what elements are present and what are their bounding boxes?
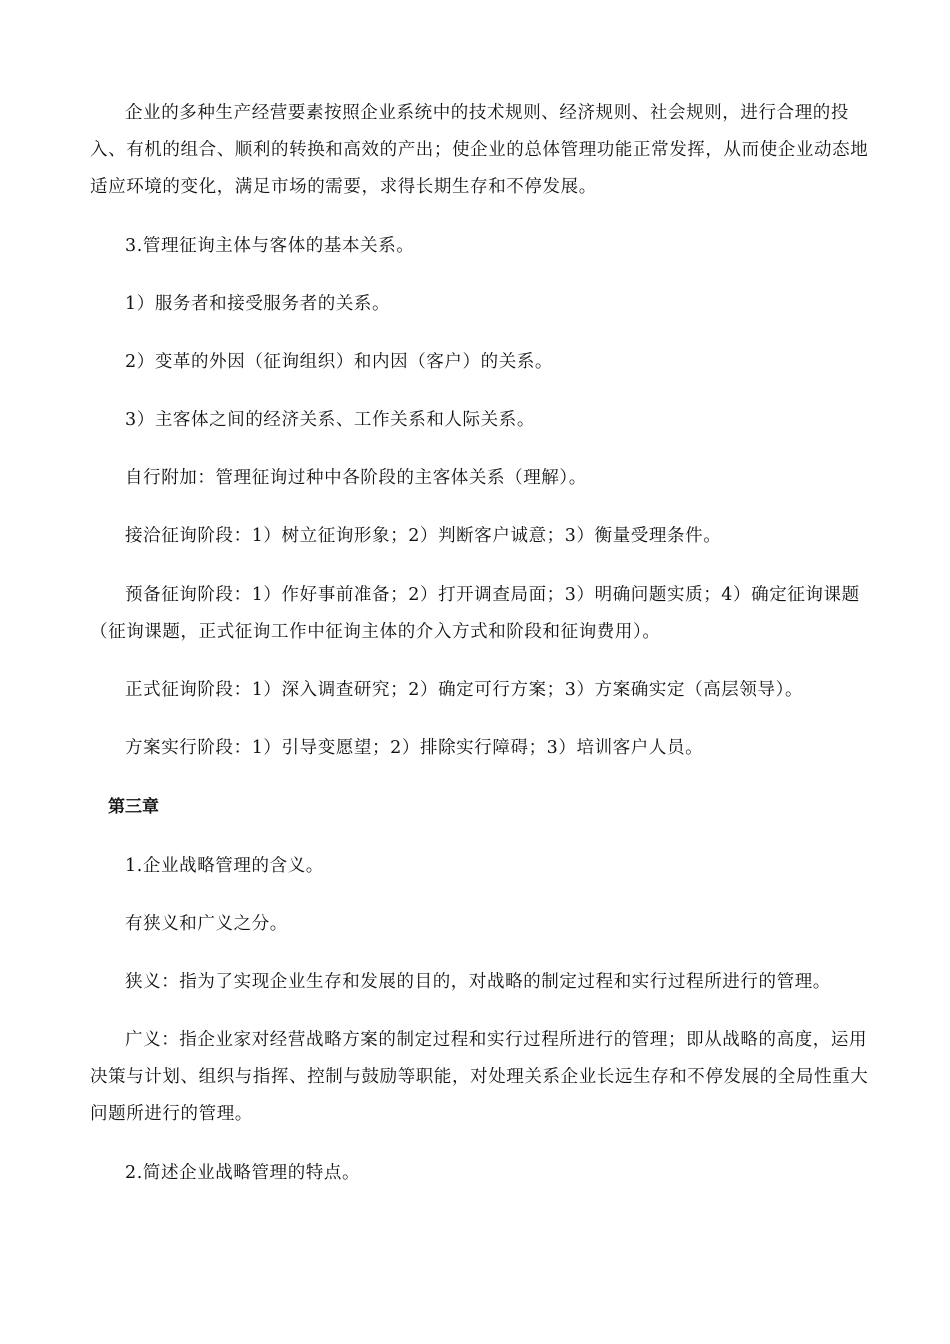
paragraph-self-addition: 自行附加：管理征询过种中各阶段的主客体关系（理解）。	[125, 468, 587, 488]
paragraph-relation-2: 2）变革的外因（征询组织）和内因（客户）的关系。	[125, 352, 554, 372]
paragraph-formal-stage: 正式征询阶段：1）深入调查研究；2）确定可行方案；3）方案确实定（高层领导）。	[125, 680, 804, 700]
paragraph-enterprise-elements: 企业的多种生产经营要素按照企业系统中的技术规则、经济规则、社会规则，进行合理的投入、有机的组合、顺利的转换和高效的产出；使企业的总体管理功能正常发挥，从而使企业动态地适应环境的变化，满足市场的需要，求得长期生存和不停发展。	[90, 103, 869, 197]
paragraph-narrow-definition: 狭义：指为了实现企业生存和发展的目的，对战略的制定过程和实行过程所进行的管理。	[125, 972, 831, 992]
paragraph-relation-1: 1）服务者和接受服务者的关系。	[125, 294, 391, 314]
chapter-heading: 第三章	[108, 797, 159, 817]
paragraph-relation-3: 3）主客体之间的经济关系、工作关系和人际关系。	[125, 410, 535, 430]
paragraph-strategy-features: 2.简述企业战略管理的特点。	[125, 1163, 361, 1183]
paragraph-contact-stage: 接洽征询阶段：1）树立征询形象；2）判断客户诚意；3）衡量受理条件。	[125, 526, 722, 546]
paragraph-preparation-stage: 预备征询阶段：1）作好事前准备；2）打开调查局面；3）明确问题实质；4）确定征询课题（征询课题，正式征询工作中征询主体的介入方式和阶段和征询费用）。	[90, 585, 860, 642]
paragraph-strategy-meaning: 1.企业战略管理的含义。	[125, 856, 324, 876]
paragraph-narrow-broad: 有狭义和广义之分。	[125, 914, 288, 934]
paragraph-implementation-stage: 方案实行阶段：1）引导变愿望；2）排除实行障碍；3）培训客户人员。	[125, 738, 704, 758]
paragraph-broad-definition: 广义：指企业家对经营战略方案的制定过程和实行过程所进行的管理；即从战略的高度，运用决策与计划、组织与指挥、控制与鼓励等职能，对处理关系企业长远生存和不停发展的全局性重大问题所进行的管理。	[90, 1030, 869, 1124]
paragraph-consulting-relations-title: 3.管理征询主体与客体的基本关系。	[125, 236, 415, 256]
